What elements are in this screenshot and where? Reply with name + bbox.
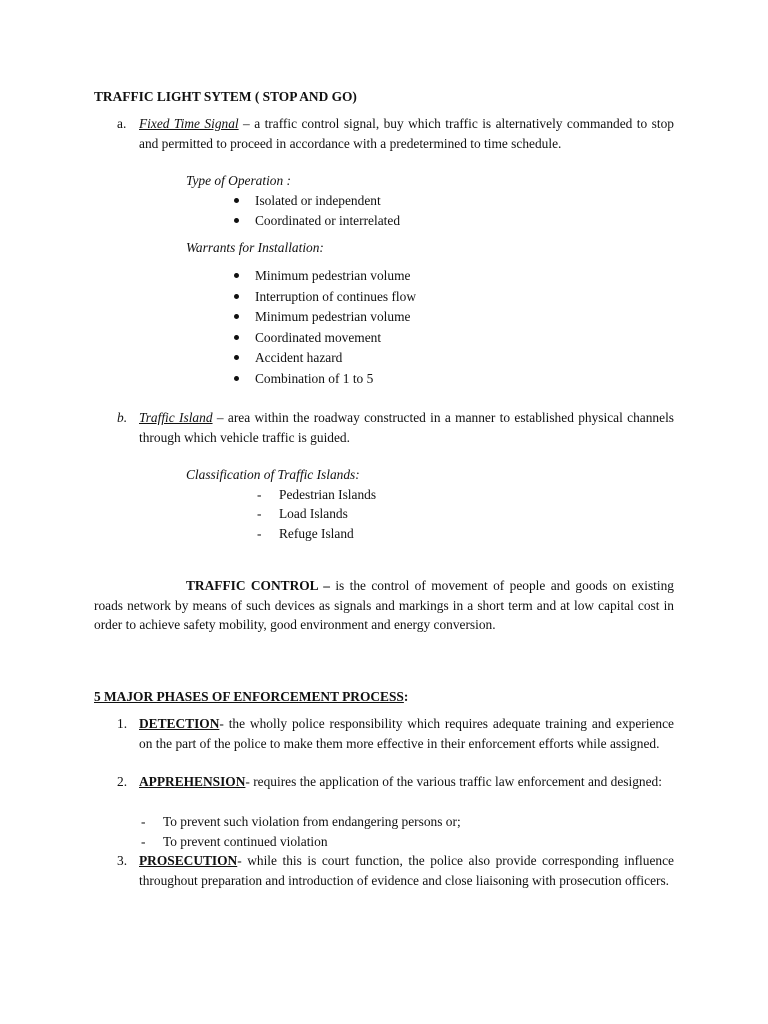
bullet-icon [234, 335, 239, 340]
class-item: Pedestrian Islands [279, 487, 377, 502]
phase-text: - the wholly police responsibility which requires adequate training and experience on the part of the police to make them more effective in their enforcement efforts while assigned. [139, 716, 674, 751]
item-a-term: Fixed Time Signal [139, 116, 239, 131]
phase-term: PROSECUTION [139, 853, 238, 868]
dash-marker: - [257, 506, 262, 521]
item-b-definition: – area within the roadway constructed in a manner to established physical channels through which vehicle traffic is guided. [139, 410, 675, 445]
type-operation-heading: Type of Operation : [186, 173, 291, 188]
warrant-item: Accident hazard [255, 350, 343, 365]
dash-marker: - [141, 834, 146, 849]
bullet-icon [234, 355, 239, 360]
phase-term: DETECTION [139, 716, 220, 731]
type-item: Isolated or independent [255, 193, 381, 208]
item-b-marker: b. [117, 410, 128, 425]
warrant-item: Interruption of continues flow [255, 289, 417, 304]
type-item: Coordinated or interrelated [255, 213, 401, 228]
bullet-icon [234, 218, 239, 223]
dash-marker: - [257, 487, 262, 502]
phase-3-paragraph [139, 851, 674, 890]
warrant-item: Combination of 1 to 5 [255, 371, 374, 386]
item-a-definition: – a traffic control signal, buy which traffic is alternatively commanded to stop and permitted to proceed in accordance with a predetermined to time schedule. [139, 116, 674, 151]
class-item: Refuge Island [279, 526, 354, 541]
warrants-heading: Warrants for Installation: [186, 240, 324, 255]
phase-sub-item: To prevent such violation from endangering persons or; [163, 814, 461, 829]
phases-heading-text: 5 MAJOR PHASES OF ENFORCEMENT PROCESS [94, 689, 404, 704]
class-item: Load Islands [279, 506, 348, 521]
traffic-control-term: TRAFFIC CONTROL – [186, 578, 330, 593]
phase-2-paragraph [139, 772, 674, 792]
traffic-control-rest: existing roads network by means of such devices as signals and markings in a short term and at low capital cost in order to achieve safety mobility, good environment and energy conversion. [94, 578, 674, 632]
dash-marker: - [141, 814, 146, 829]
traffic-control-line1: is the control of movement of people and goods on [329, 578, 627, 593]
phase-number: 2. [117, 774, 128, 789]
warrant-item: Minimum pedestrian volume [255, 309, 411, 324]
bullet-icon [234, 314, 239, 319]
page-title: TRAFFIC LIGHT SYTEM ( STOP AND GO) [94, 89, 357, 104]
traffic-control-paragraph [94, 576, 674, 635]
phase-sub-item: To prevent continued violation [163, 834, 328, 849]
phase-number: 1. [117, 716, 128, 731]
bullet-icon [234, 376, 239, 381]
bullet-icon [234, 294, 239, 299]
classification-heading: Classification of Traffic Islands: [186, 467, 360, 482]
warrant-item: Coordinated movement [255, 330, 382, 345]
bullet-icon [234, 198, 239, 203]
phase-1-paragraph [139, 714, 674, 753]
phase-term: APPREHENSION [139, 774, 246, 789]
item-a-marker: a. [117, 116, 127, 131]
phase-text: - while this is court function, the police also provide corresponding influence throughout preparation and introduction of evidence and close liaisoning with prosecution officers. [139, 853, 674, 888]
item-b-term: Traffic Island [139, 410, 213, 425]
item-b-paragraph [139, 408, 674, 447]
phases-heading-colon: : [403, 689, 409, 704]
phase-text: - requires the application of the various traffic law enforcement and designed: [245, 774, 662, 789]
warrant-item: Minimum pedestrian volume [255, 268, 411, 283]
dash-marker: - [257, 526, 262, 541]
bullet-icon [234, 273, 239, 278]
phases-heading [94, 687, 408, 706]
phase-number: 3. [117, 853, 128, 868]
item-a-paragraph [139, 114, 674, 153]
